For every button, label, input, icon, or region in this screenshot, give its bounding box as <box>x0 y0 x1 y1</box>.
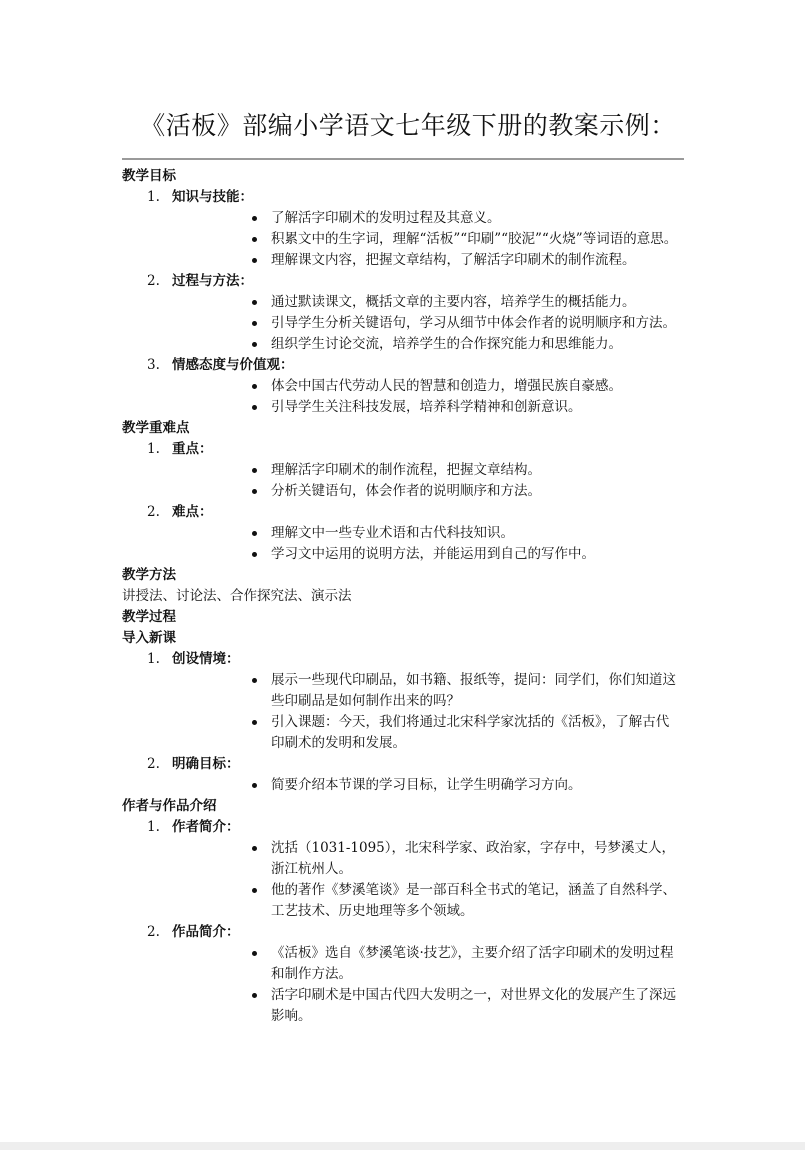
item-heading: 知识与技能： <box>172 189 253 205</box>
bullet-dot-icon <box>252 531 257 536</box>
bullet-text: 展示一些现代印刷品，如书籍、报纸等，提问：同学们，你们知道这些印刷品是如何制作出来的吗？ <box>271 672 676 709</box>
bullet-text: 引导学生分析关键语句，学习从细节中体会作者的说明顺序和方法。 <box>271 315 676 331</box>
numbered-item <box>122 817 684 922</box>
section-heading: 教学方法 <box>122 567 176 583</box>
item-number: 1. <box>147 441 160 457</box>
bullet-item <box>172 670 684 712</box>
numbered-item <box>122 649 684 754</box>
bullet-text: 沈括（1031-1095），北宋科学家、政治家，字存中，号梦溪丈人，浙江杭州人。 <box>271 840 676 877</box>
document-body <box>122 166 684 1027</box>
bullet-text: 理解文中一些专业术语和古代科技知识。 <box>271 525 514 541</box>
bullet-list <box>172 838 684 922</box>
numbered-item <box>122 502 684 565</box>
bullet-list <box>172 208 684 271</box>
bullet-item <box>172 712 684 754</box>
bullet-item <box>172 376 684 397</box>
bullet-item <box>172 397 684 418</box>
bullet-item <box>172 229 684 250</box>
item-heading: 情感态度与价值观： <box>172 357 294 373</box>
bullet-dot-icon <box>252 888 257 893</box>
bullet-text: 引入课题：今天，我们将通过北宋科学家沈括的《活板》，了解古代印刷术的发明和发展。 <box>271 714 670 751</box>
bullet-item <box>172 838 684 880</box>
bullet-text: 理解活字印刷术的制作流程，把握文章结构。 <box>271 462 541 478</box>
numbered-item <box>122 754 684 796</box>
bullet-text: 理解课文内容，把握文章结构，了解活字印刷术的制作流程。 <box>271 252 636 268</box>
bullet-item <box>172 460 684 481</box>
bullet-list <box>172 670 684 754</box>
item-number: 2. <box>147 924 160 940</box>
bullet-item <box>172 481 684 502</box>
bullet-dot-icon <box>252 720 257 725</box>
bullet-dot-icon <box>252 846 257 851</box>
item-number: 2. <box>147 756 160 772</box>
bullet-text: 引导学生关注科技发展，培养科学精神和创新意识。 <box>271 399 582 415</box>
numbered-list <box>122 439 684 565</box>
bullet-list <box>172 775 684 796</box>
bullet-list <box>172 292 684 355</box>
item-heading: 重点： <box>172 441 213 457</box>
section-heading: 教学过程 <box>122 609 176 625</box>
bullet-dot-icon <box>252 258 257 263</box>
bullet-text: 了解活字印刷术的发明过程及其意义。 <box>271 210 501 226</box>
numbered-item <box>122 439 684 502</box>
bullet-text: 他的著作《梦溪笔谈》是一部百科全书式的笔记，涵盖了自然科学、工艺技术、历史地理等多个领域。 <box>271 882 676 919</box>
bullet-list <box>172 460 684 502</box>
item-heading: 难点： <box>172 504 213 520</box>
bullet-dot-icon <box>252 216 257 221</box>
numbered-item <box>122 355 684 418</box>
document-content <box>122 106 684 1027</box>
bullet-dot-icon <box>252 237 257 242</box>
item-number: 2. <box>147 504 160 520</box>
bullet-item <box>172 208 684 229</box>
item-heading: 过程与方法： <box>172 273 253 289</box>
section-heading: 教学目标 <box>122 168 176 184</box>
numbered-item <box>122 922 684 1027</box>
item-heading: 作品简介： <box>172 924 240 940</box>
item-number: 2. <box>147 273 160 289</box>
section-heading: 作者与作品介绍 <box>122 798 217 814</box>
numbered-list <box>122 649 684 796</box>
bullet-text: 积累文中的生字词，理解“活板”“印刷”“胶泥”“火烧”等词语的意思。 <box>271 231 678 247</box>
bullet-list <box>172 943 684 1027</box>
bullet-dot-icon <box>252 468 257 473</box>
page-title: 《活板》部编小学语文七年级下册的教案示例： <box>140 111 676 140</box>
bullet-text: 活字印刷术是中国古代四大发明之一，对世界文化的发展产生了深远影响。 <box>271 987 676 1024</box>
bullet-item <box>172 334 684 355</box>
numbered-item <box>122 187 684 271</box>
bullet-text: 《活板》选自《梦溪笔谈·技艺》，主要介绍了活字印刷术的发明过程和制作方法。 <box>271 945 674 982</box>
bullet-item <box>172 880 684 922</box>
item-number: 1. <box>147 651 160 667</box>
item-number: 3. <box>147 357 160 373</box>
bullet-dot-icon <box>252 321 257 326</box>
bullet-item <box>172 544 684 565</box>
title-divider <box>122 158 684 160</box>
bullet-item <box>172 313 684 334</box>
bullet-item <box>172 985 684 1027</box>
bullet-item <box>172 775 684 796</box>
bullet-dot-icon <box>252 783 257 788</box>
section-heading: 教学重难点 <box>122 420 190 436</box>
bullet-dot-icon <box>252 300 257 305</box>
bullet-text: 分析关键语句，体会作者的说明顺序和方法。 <box>271 483 541 499</box>
bullet-item <box>172 292 684 313</box>
bullet-item <box>172 943 684 985</box>
item-heading: 作者简介： <box>172 819 240 835</box>
bullet-item <box>172 250 684 271</box>
section-heading: 导入新课 <box>122 630 176 646</box>
bullet-list <box>172 523 684 565</box>
bullet-dot-icon <box>252 405 257 410</box>
item-heading: 明确目标： <box>172 756 240 772</box>
numbered-item <box>122 271 684 355</box>
bullet-text: 学习文中运用的说明方法，并能运用到自己的写作中。 <box>271 546 595 562</box>
bullet-dot-icon <box>252 489 257 494</box>
bullet-item <box>172 523 684 544</box>
bullet-text: 组织学生讨论交流，培养学生的合作探究能力和思维能力。 <box>271 336 622 352</box>
bullet-dot-icon <box>252 678 257 683</box>
bullet-dot-icon <box>252 384 257 389</box>
bullet-list <box>172 376 684 418</box>
bullet-text: 通过默读课文，概括文章的主要内容，培养学生的概括能力。 <box>271 294 636 310</box>
item-number: 1. <box>147 819 160 835</box>
bullet-dot-icon <box>252 342 257 347</box>
numbered-list <box>122 187 684 418</box>
section-paragraph: 讲授法、讨论法、合作探究法、演示法 <box>122 588 352 604</box>
bullet-dot-icon <box>252 951 257 956</box>
bullet-dot-icon <box>252 552 257 557</box>
bullet-dot-icon <box>252 993 257 998</box>
bullet-text: 简要介绍本节课的学习目标，让学生明确学习方向。 <box>271 777 582 793</box>
item-number: 1. <box>147 189 160 205</box>
bullet-text: 体会中国古代劳动人民的智慧和创造力，增强民族自豪感。 <box>271 378 622 394</box>
page-bottom-edge <box>0 1142 805 1150</box>
item-heading: 创设情境： <box>172 651 240 667</box>
numbered-list <box>122 817 684 1027</box>
